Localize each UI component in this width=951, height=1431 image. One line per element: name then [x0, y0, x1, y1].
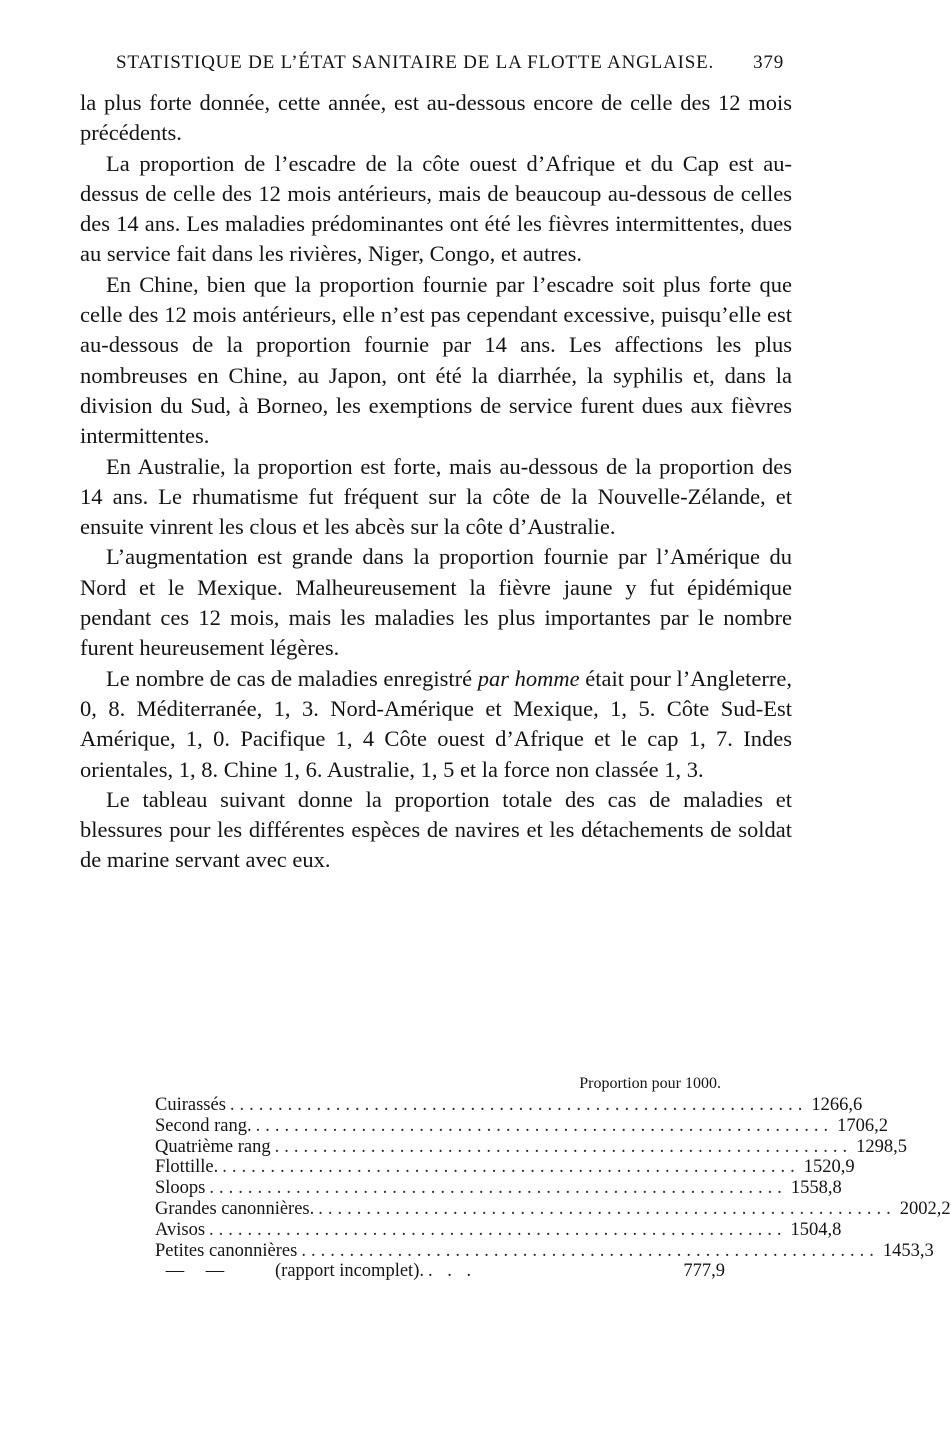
- cases-text-before: Le nombre de cas de maladies enregistré: [106, 665, 478, 691]
- row-value: 1453,3: [882, 1240, 934, 1261]
- row-value: 1504,8: [790, 1219, 842, 1240]
- table-row: [155, 1157, 855, 1178]
- ditto-dash: —: [205, 1261, 225, 1282]
- dot-leader: ............................................................: [255, 1115, 834, 1136]
- incomplete-note: (rapport incomplet).: [275, 1261, 424, 1282]
- row-label: Second rang.: [155, 1115, 252, 1136]
- dot-leader: ............................................................: [318, 1198, 896, 1219]
- running-header-title: STATISTIQUE DE L’ÉTAT SANITAIRE DE LA FLOTTE ANGLAISE.: [116, 52, 715, 73]
- table-row: [155, 1219, 842, 1241]
- row-value: 1558,8: [790, 1178, 842, 1199]
- dot-leader: ............................................................: [274, 1136, 853, 1157]
- row-value: 777,9: [683, 1261, 725, 1282]
- table-row: [155, 1198, 951, 1220]
- table-row: [155, 1115, 888, 1137]
- paragraph-continuation: la plus forte donnée, cette année, est au-dessous encore de celle des 12 mois précédents.: [80, 90, 792, 146]
- ditto-dash: —: [165, 1261, 185, 1282]
- paragraph-north-america: L’augmentation est grande dans la proportion fournie par l’Amérique du Nord et le Mexique. Malheureusement la fièvre jaune y fut épidémique pendant ces 12 mois, mais les maladies les plus importantes par le nombre furent heureusement légères.: [80, 544, 792, 661]
- row-label: Avisos: [155, 1219, 206, 1240]
- dot-leader: ............................................................: [229, 1095, 808, 1115]
- paragraph-west-africa: La proportion de l’escadre de la côte ouest d’Afrique et du Cap est au-dessus de celle des 12 mois antérieurs, mais de beaucoup au-dessous de celles des 14 ans. Les maladies prédominantes ont été les fièvres intermittentes, dues au service fait dans les rivières, Niger, Congo, et autres.: [80, 150, 792, 267]
- row-label: Cuirassés: [155, 1095, 226, 1115]
- table-row: [155, 1136, 907, 1158]
- table-caption: Proportion pour 1000.: [579, 1075, 721, 1092]
- table-row: [155, 1178, 842, 1199]
- paragraph-cases-per-man: [80, 664, 792, 785]
- table-row-incomplete: [155, 1261, 725, 1282]
- table-rows: [155, 1095, 951, 1261]
- body-text: [80, 88, 792, 876]
- running-header: [80, 52, 790, 82]
- row-label: Flottille.: [155, 1157, 219, 1178]
- dot-leader: ............................................................: [209, 1178, 787, 1199]
- table-row: [155, 1240, 934, 1262]
- cases-text-emphasis: par homme: [477, 665, 580, 691]
- row-label: Quatrième rang: [155, 1136, 271, 1157]
- proportion-table: [155, 1073, 951, 1282]
- table-row: [155, 1095, 863, 1116]
- paragraph-table-intro: Le tableau suivant donne la proportion totale des cas de maladies et blessures pour les différentes espèces de navires et les détachements de soldat de marine servant avec eux.: [80, 786, 792, 873]
- row-label: Sloops: [155, 1178, 206, 1199]
- cases-text-after: était pour l’Angleterre, 0, 8. Méditerranée, 1, 3. Nord-Amérique et Mexique, 1, 5. Côte Sud-Est Amérique, 1, 0. Pacifique 1, 4 Côte ouest d’Afrique et le cap 1, 7. Indes orientales, 1, 8. Chine 1, 6. Australie, 1, 5 et la force non classée 1, 3.: [80, 665, 793, 782]
- row-label: Grandes canonnières.: [155, 1198, 315, 1219]
- dot-leader: ............................................................: [209, 1219, 787, 1240]
- paragraph-china: En Chine, bien que la proportion fournie par l’escadre soit plus forte que celle des 12 mois antérieurs, elle n’est pas cependant excessive, puisqu’elle est au-dessous de la proportion fournie par 14 ans. Les affections les plus nombreuses en Chine, au Japon, ont été la diarrhée, la syphilis et, dans la division du Sud, à Borneo, les exemptions de service furent dues aux fièvres intermittentes.: [80, 271, 792, 449]
- row-value: 1706,2: [837, 1115, 888, 1136]
- paragraph-australia: En Australie, la proportion est forte, mais au-dessous de la proportion des 14 ans. Le rhumatisme fut fréquent sur la côte de la Nouvelle-Zélande, et ensuite vinrent les clous et les abcès sur la côte d’Australie.: [80, 453, 792, 540]
- page-number: 379: [753, 52, 784, 73]
- row-value: 2002,2: [899, 1198, 951, 1219]
- dot-leader: ............................................................: [301, 1240, 879, 1261]
- row-label: Petites canonnières: [155, 1240, 298, 1261]
- row-value: 1266,6: [811, 1095, 863, 1115]
- dot-leader: . . .: [427, 1261, 477, 1282]
- dot-leader: ............................................................: [222, 1157, 800, 1178]
- row-value: 1520,9: [803, 1157, 855, 1178]
- row-value: 1298,5: [856, 1136, 907, 1157]
